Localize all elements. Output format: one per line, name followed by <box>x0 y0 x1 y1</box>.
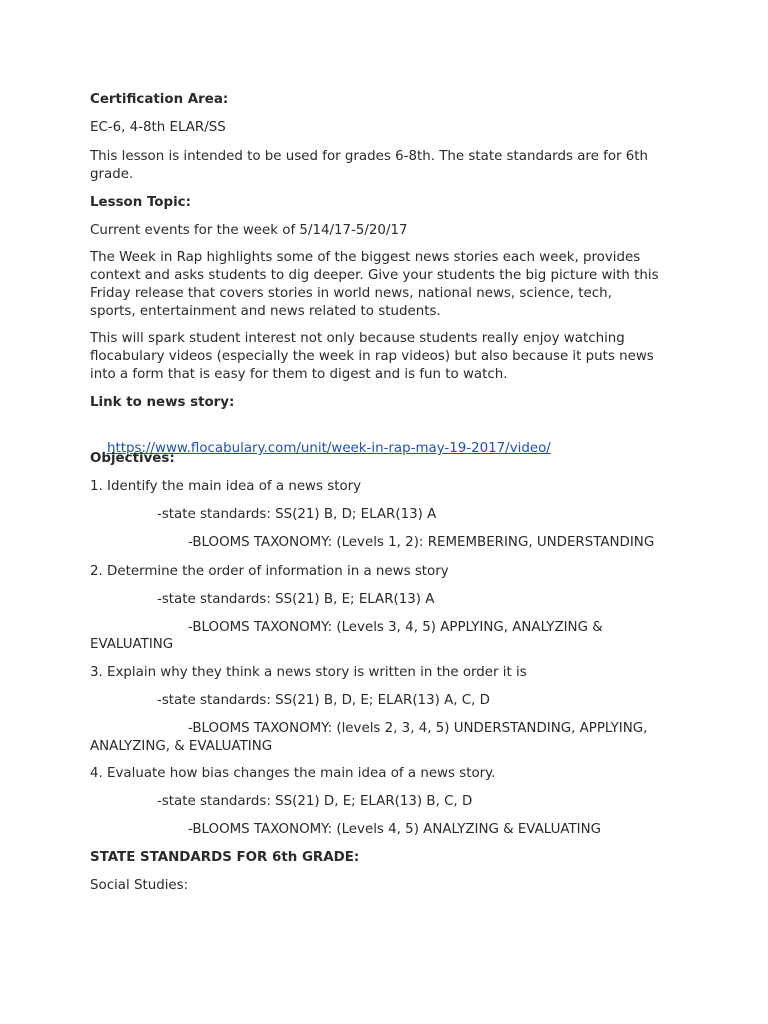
week-in-rap-line-4: sports, entertainment and news related to students. <box>90 304 441 319</box>
objective-3-blooms-cont: ANALYZING, & EVALUATING <box>90 739 273 754</box>
objective-1-standards: -state standards: SS(21) B, D; ELAR(13) A <box>157 507 437 522</box>
interest-line-3: into a form that is easy for them to digest and is fun to watch. <box>90 367 508 382</box>
objectives-heading: Objectives: <box>90 451 175 466</box>
objective-4-standards: -state standards: SS(21) D, E; ELAR(13) B, C, D <box>157 794 473 809</box>
week-in-rap-line-3: Friday release that covers stories in world news, national news, science, tech, <box>90 286 612 301</box>
lesson-topic-heading: Lesson Topic: <box>90 195 191 210</box>
objective-2-blooms-cont: EVALUATING <box>90 637 174 652</box>
interest-line-1: This will spark student interest not only because students really enjoy watching <box>90 331 625 346</box>
lesson-topic-value: Current events for the week of 5/14/17-5/20/17 <box>90 223 408 238</box>
grade-note-line-1: This lesson is intended to be used for grades 6-8th. The state standards are for 6th <box>90 149 649 164</box>
objective-3: 3. Explain why they think a news story is written in the order it is <box>90 665 527 680</box>
objective-2: 2. Determine the order of information in a news story <box>90 564 449 579</box>
week-in-rap-line-2: context and asks students to dig deeper. Give your students the big picture with this <box>90 268 659 283</box>
interest-line-2: flocabulary videos (especially the week in rap videos) but also because it puts news <box>90 349 654 364</box>
certification-heading: Certification Area: <box>90 92 229 107</box>
objective-4-blooms: -BLOOMS TAXONOMY: (Levels 4, 5) ANALYZING & EVALUATING <box>188 822 602 837</box>
certification-value: EC-6, 4-8th ELAR/SS <box>90 120 226 135</box>
objective-3-blooms: -BLOOMS TAXONOMY: (levels 2, 3, 4, 5) UNDERSTANDING, APPLYING, <box>188 721 648 736</box>
objective-1: 1. Identify the main idea of a news story <box>90 479 362 494</box>
objective-2-standards: -state standards: SS(21) B, E; ELAR(13) A <box>157 592 435 607</box>
objective-3-standards: -state standards: SS(21) B, D, E; ELAR(13) A, C, D <box>157 693 490 708</box>
objective-1-blooms: -BLOOMS TAXONOMY: (Levels 1, 2): REMEMBERING, UNDERSTANDING <box>188 535 655 550</box>
objective-4: 4. Evaluate how bias changes the main idea of a news story. <box>90 766 496 781</box>
news-story-link[interactable]: https://www.flocabulary.com/unit/week-in-rap-may-19-2017/video/ <box>107 441 551 456</box>
link-heading: Link to news story: <box>90 395 235 410</box>
week-in-rap-line-1: The Week in Rap highlights some of the biggest news stories each week, provides <box>90 250 641 265</box>
state-standards-heading: STATE STANDARDS FOR 6th GRADE: <box>90 850 360 865</box>
grade-note-line-2: grade. <box>90 167 134 182</box>
social-studies-subheading: Social Studies: <box>90 878 189 893</box>
objective-2-blooms: -BLOOMS TAXONOMY: (Levels 3, 4, 5) APPLYING, ANALYZING & <box>188 620 603 635</box>
